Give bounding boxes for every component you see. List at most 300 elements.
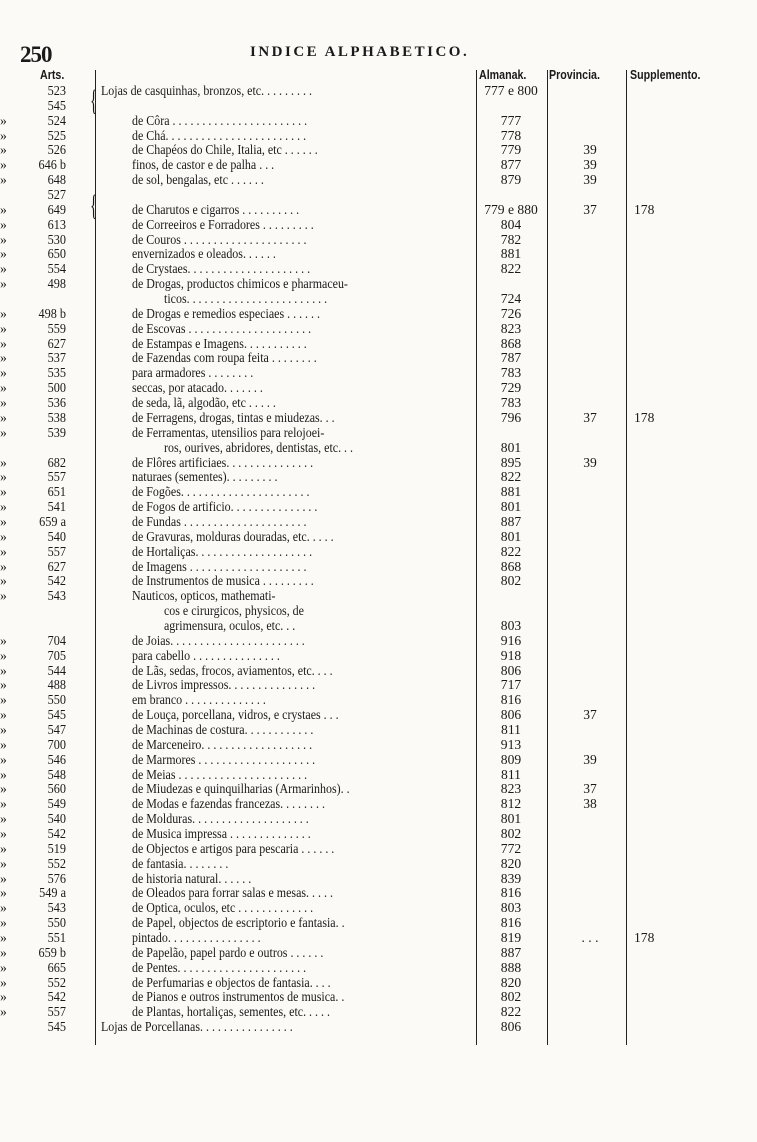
table-row [0,692,757,707]
art-number: 537 [47,350,66,366]
almanak-page: 777 e 800 [484,83,538,98]
entry-text: de Crystaes. . . . . . . . . . . . . . . . . . . . . [132,261,311,277]
ditto-mark: » [0,736,7,752]
almanak-page: 811 [501,766,521,782]
table-row [0,514,757,529]
ditto-mark: » [0,840,7,856]
art-number: 545 [47,97,66,113]
header-supplemento: Supplemento. [630,67,701,82]
entry-text: de Fazendas com roupa feita . . . . . . . . [132,350,317,366]
almanak-page: 809 [500,751,522,767]
provincia-page: 39 [583,172,597,188]
almanak-page: 806 [500,1019,522,1035]
ditto-mark: » [0,1004,7,1020]
ditto-mark: » [0,454,7,470]
table-row [0,187,757,202]
ditto-mark: » [0,469,7,485]
art-number: 541 [47,499,66,515]
art-number: 527 [47,187,66,203]
table-row [0,618,757,633]
entry-text: de Hortaliças. . . . . . . . . . . . . . . . . . . . [132,543,313,559]
art-number: 535 [47,365,66,381]
art-number: 549 [47,796,66,812]
ditto-mark: » [0,989,7,1005]
header-arts: Arts. [40,67,65,82]
ditto-mark: » [0,157,7,173]
ditto-mark: » [0,142,7,158]
table-row [0,440,757,455]
entry-text: finos, de castor e de palha . . . [132,157,275,173]
ditto-mark: » [0,707,7,723]
art-number: 540 [47,811,66,827]
table-row [0,98,757,113]
art-number: 613 [47,216,66,232]
entry-text: de Molduras. . . . . . . . . . . . . . . . . . . . [132,811,309,827]
entry-text: de Louça, porcellana, vidros, e crystaes . . . [132,707,339,723]
almanak-page: 839 [500,870,522,886]
ditto-mark: » [0,959,7,975]
provincia-page: 38 [583,796,597,812]
almanak-page: 801 [500,439,522,455]
table-row [0,157,757,172]
almanak-page: 868 [500,558,522,574]
entry-text: de Escovas . . . . . . . . . . . . . . . . . . . . . [132,320,312,336]
almanak-page: 801 [500,499,522,515]
art-number: 551 [47,930,66,946]
table-row [0,142,757,157]
entry-text: de Charutos e cigarros . . . . . . . . . . [132,201,300,217]
entry-text: de Fundas . . . . . . . . . . . . . . . . . . . . . [132,513,307,529]
almanak-page: 918 [500,647,522,663]
art-number: 550 [47,692,66,708]
provincia-page: 37 [583,201,597,217]
entry-text: de sol, bengalas, etc . . . . . . [132,172,264,188]
art-number: 705 [47,647,66,663]
table-row [0,529,757,544]
art-number: 559 [47,320,66,336]
entry-text: de Gravuras, molduras douradas, etc. . . . . [132,528,334,544]
entry-text: de Marceneiro. . . . . . . . . . . . . . . . . . . [132,736,313,752]
entry-text: de Papelão, papel pardo e outros . . . . . . [132,944,324,960]
table-row [0,559,757,574]
almanak-page: 916 [500,632,522,648]
table-row [0,826,757,841]
entry-text: cos e cirurgicos, physicos, de [164,603,304,619]
almanak-page: 888 [500,959,522,975]
provincia-page: 39 [583,142,597,158]
art-number: 525 [47,127,66,143]
art-number: 648 [47,172,66,188]
art-number: 542 [47,826,66,841]
ditto-mark: » [0,885,7,901]
provincia-page: 39 [583,751,597,767]
entry-text: para armadores . . . . . . . . [132,365,254,381]
ditto-mark: » [0,974,7,990]
ditto-mark: » [0,751,7,767]
art-number: 498 b [38,305,66,321]
ditto-mark: » [0,409,7,425]
art-number: 540 [47,528,66,544]
almanak-page: 778 [500,127,522,143]
art-number: 524 [47,112,66,128]
entry-text: de Pianos e outros instrumentos de musica. . [132,989,345,1005]
ditto-mark: » [0,692,7,708]
provincia-page: . . . [581,930,599,946]
header-provincia: Provincia. [549,67,600,82]
entry-text: de Fogões. . . . . . . . . . . . . . . . . . . . . . [132,484,310,500]
table-row [0,217,757,232]
entry-text: de Perfumarias e objectos de fantasia. . . . [132,974,331,990]
table-row [0,989,757,1004]
almanak-page: 806 [500,707,522,723]
ditto-mark: » [0,647,7,663]
art-number: 557 [47,543,66,559]
entry-text: Nauticos, opticos, mathemati- [132,588,276,604]
ditto-mark: » [0,305,7,321]
ditto-mark: » [0,484,7,500]
entry-text: naturaes (sementes). . . . . . . . . [132,469,278,485]
table-row [0,83,757,98]
header-almanak: Almanak. [479,67,527,82]
table-row [0,781,757,796]
table-row [0,811,757,826]
entry-text: Lojas de Porcellanas. . . . . . . . . . . . . . . . [101,1019,293,1035]
ditto-mark: » [0,558,7,574]
ditto-mark: » [0,320,7,336]
ditto-mark: » [0,261,7,277]
almanak-page: 823 [500,781,522,797]
art-number: 519 [47,840,66,856]
almanak-page: 820 [500,855,522,871]
almanak-page: 881 [500,484,522,500]
almanak-page: 822 [500,1004,522,1020]
ditto-mark: » [0,335,7,351]
art-number: 576 [47,870,66,886]
entry-text: de fantasia. . . . . . . . [132,855,229,871]
almanak-page: 822 [500,543,522,559]
ditto-mark: » [0,781,7,797]
art-number: 536 [47,395,66,411]
ditto-mark: » [0,216,7,232]
table-row [0,796,757,811]
entry-text: de Ferragens, drogas, tintas e miudezas. . . [132,409,335,425]
entry-text: de Oleados para forrar salas e mesas. . . . . [132,885,333,901]
table-row [0,113,757,128]
table-row [0,900,757,915]
entry-text: envernizados e oleados. . . . . . [132,246,276,262]
supplemento-page: 178 [634,201,655,217]
almanak-page: 777 [500,112,522,128]
almanak-page: 887 [500,944,522,960]
ditto-mark: » [0,380,7,396]
ditto-mark: » [0,424,7,440]
almanak-page: 782 [500,231,522,247]
brace-mark: { [90,189,98,222]
table-row [0,410,757,425]
table-row [0,573,757,588]
ditto-mark: » [0,365,7,381]
table-row [0,172,757,187]
ditto-mark: » [0,395,7,411]
almanak-page: 802 [500,826,522,841]
table-row [0,841,757,856]
art-number: 665 [47,959,66,975]
ditto-mark: » [0,246,7,262]
ditto-mark: » [0,766,7,782]
ditto-mark: » [0,350,7,366]
table-row [0,469,757,484]
art-number: 544 [47,662,66,678]
almanak-page: 822 [500,469,522,485]
almanak-page: 772 [500,840,522,856]
ditto-mark: » [0,588,7,604]
art-number: 549 a [39,885,66,901]
table-row [0,1019,757,1034]
art-number: 550 [47,915,66,931]
art-number: 539 [47,424,66,440]
table-row [0,930,757,945]
almanak-page: 887 [500,513,522,529]
table-row [0,246,757,261]
ditto-mark: » [0,112,7,128]
art-number: 560 [47,781,66,797]
provincia-page: 39 [583,454,597,470]
ditto-mark: » [0,796,7,812]
entry-text: de Meias . . . . . . . . . . . . . . . . . . . . . . [132,766,308,782]
entry-text: em branco . . . . . . . . . . . . . . [132,692,266,708]
almanak-page: 877 [500,157,522,173]
table-row [0,677,757,692]
table-row [0,202,757,217]
art-number: 646 b [38,157,66,173]
supplemento-page: 178 [634,930,655,946]
almanak-page: 796 [500,409,522,425]
table-row [0,722,757,737]
ditto-mark: » [0,276,7,292]
almanak-page: 879 [500,172,522,188]
ditto-mark: » [0,528,7,544]
ditto-mark: » [0,172,7,188]
almanak-page: 895 [500,454,522,470]
table-row [0,885,757,900]
art-number: 500 [47,380,66,396]
almanak-page: 806 [500,662,522,678]
almanak-page: 783 [500,395,522,411]
table-row [0,544,757,559]
almanak-page: 820 [500,974,522,990]
art-number: 651 [47,484,66,500]
art-number: 546 [47,751,66,767]
almanak-page: 787 [500,350,522,366]
almanak-page: 802 [500,573,522,589]
ditto-mark: » [0,930,7,946]
page-title: INDICE ALPHABETICO. [250,44,470,60]
table-row [0,276,757,291]
almanak-page: 823 [500,320,522,336]
almanak-page: 819 [500,930,522,946]
table-row [0,588,757,603]
entry-text: de Imagens . . . . . . . . . . . . . . . . . . . . [132,558,307,574]
art-number: 552 [47,855,66,871]
ditto-mark: » [0,573,7,589]
entry-text: de Joias. . . . . . . . . . . . . . . . . . . . . . . [132,632,305,648]
art-number: 649 [47,201,66,217]
almanak-page: 726 [500,305,522,321]
art-number: 545 [47,1019,66,1035]
entry-text: de Côra . . . . . . . . . . . . . . . . . . . . . . . [132,112,308,128]
ditto-mark: » [0,870,7,886]
entry-text: de Objectos e artigos para pescaria . . . . . . [132,840,335,856]
entry-text: de Estampas e Imagens. . . . . . . . . . . [132,335,307,351]
table-row [0,499,757,514]
entry-text: de Couros . . . . . . . . . . . . . . . . . . . . . [132,231,307,247]
brace-mark: { [90,84,98,117]
ditto-mark: » [0,721,7,737]
ditto-mark: » [0,677,7,693]
entry-text: de Miudezas e quinquilharias (Armarinhos). . [132,781,350,797]
art-number: 650 [47,246,66,262]
provincia-page: 37 [583,781,597,797]
table-row [0,945,757,960]
art-number: 543 [47,588,66,604]
table-row [0,365,757,380]
table-row [0,306,757,321]
entry-text: de Chapéos do Chile, Italia, etc . . . . . . [132,142,318,158]
ditto-mark: » [0,499,7,515]
art-number: 523 [47,83,66,98]
ditto-mark: » [0,127,7,143]
almanak-page: 802 [500,989,522,1005]
entry-text: para cabello . . . . . . . . . . . . . . . [132,647,280,663]
entry-text: Lojas de casquinhas, bronzos, etc. . . . . . . . . [101,83,312,98]
art-number: 700 [47,736,66,752]
ditto-mark: » [0,513,7,529]
art-number: 627 [47,335,66,351]
table-row [0,1004,757,1019]
entry-text: de Pentes. . . . . . . . . . . . . . . . . . . . . . [132,959,307,975]
art-number: 488 [47,677,66,693]
entry-text: de Machinas de costura. . . . . . . . . . . . [132,721,314,737]
almanak-page: 729 [500,380,522,396]
table-row [0,232,757,247]
entry-text: de Optica, oculos, etc . . . . . . . . . . . . . [132,900,314,916]
ditto-mark: » [0,855,7,871]
table-row [0,128,757,143]
entry-text: de Drogas, productos chimicos e pharmaceu- [132,276,348,292]
almanak-page: 779 e 880 [484,201,538,217]
almanak-page: 811 [501,721,521,737]
ditto-mark: » [0,231,7,247]
almanak-page: 913 [500,736,522,752]
almanak-page: 779 [500,142,522,158]
table-row [0,633,757,648]
table-row [0,425,757,440]
table-row [0,960,757,975]
almanak-page: 803 [500,900,522,916]
table-row [0,975,757,990]
entry-text: pintado. . . . . . . . . . . . . . . . [132,930,261,946]
entry-text: de Modas e fazendas francezas. . . . . . . . [132,796,325,812]
art-number: 498 [47,276,66,292]
entry-text: de Plantas, hortaliças, sementes, etc. . . . . [132,1004,330,1020]
art-number: 538 [47,409,66,425]
table-row [0,707,757,722]
art-number: 552 [47,974,66,990]
entry-text: de Chá. . . . . . . . . . . . . . . . . . . . . . . . [132,127,307,143]
table-row [0,336,757,351]
ditto-mark: » [0,811,7,827]
ditto-mark: » [0,201,7,217]
almanak-page: 717 [500,677,522,693]
almanak-page: 868 [500,335,522,351]
entry-text: seccas, por atacado. . . . . . . [132,380,263,396]
entry-text: de Livros impressos. . . . . . . . . . . . . . . [132,677,316,693]
art-number: 542 [47,989,66,1005]
entry-text: de Musica impressa . . . . . . . . . . . . . . [132,826,311,841]
almanak-page: 801 [500,811,522,827]
table-row [0,484,757,499]
entry-text: de Ferramentas, utensilios para relojoei- [132,424,325,440]
almanak-page: 803 [500,617,522,633]
table-row [0,915,757,930]
almanak-page: 801 [500,528,522,544]
entry-text: de Correeiros e Forradores . . . . . . . . . [132,216,314,232]
entry-text: agrimensura, oculos, etc. . . [164,617,296,633]
almanak-page: 816 [500,692,522,708]
ditto-mark: » [0,915,7,931]
art-number: 545 [47,707,66,723]
entry-text: ticos. . . . . . . . . . . . . . . . . . . . . . . . [164,291,328,307]
ditto-mark: » [0,543,7,559]
table-row [0,648,757,663]
entry-text: de Lãs, sedas, frocos, aviamentos, etc. . . . [132,662,333,678]
provincia-page: 37 [583,409,597,425]
table-row [0,455,757,470]
entry-text: de historia natural. . . . . . [132,870,252,886]
almanak-page: 804 [500,216,522,232]
art-number: 530 [47,231,66,247]
provincia-page: 39 [583,157,597,173]
page-number: 250 [20,42,52,67]
ditto-mark: » [0,662,7,678]
table-row [0,752,757,767]
almanak-page: 812 [500,796,522,812]
art-number: 704 [47,632,66,648]
art-number: 557 [47,469,66,485]
entry-text: ros, ourives, abridores, dentistas, etc. . . [164,439,354,455]
almanak-page: 816 [500,915,522,931]
art-number: 547 [47,721,66,737]
table-row [0,767,757,782]
table-row [0,380,757,395]
entry-text: de Papel, objectos de escriptorio e fantasia. . [132,915,345,931]
table-row [0,603,757,618]
entry-text: de Flôres artificiaes. . . . . . . . . . . . . . . [132,454,314,470]
almanak-page: 822 [500,261,522,277]
art-number: 548 [47,766,66,782]
table-row [0,321,757,336]
almanak-page: 783 [500,365,522,381]
ditto-mark: » [0,826,7,841]
table-row [0,261,757,276]
ditto-mark: » [0,900,7,916]
ditto-mark: » [0,944,7,960]
entry-text: de Drogas e remedios especiaes . . . . . . [132,305,321,321]
table-row [0,350,757,365]
art-number: 543 [47,900,66,916]
art-number: 526 [47,142,66,158]
art-number: 554 [47,261,66,277]
